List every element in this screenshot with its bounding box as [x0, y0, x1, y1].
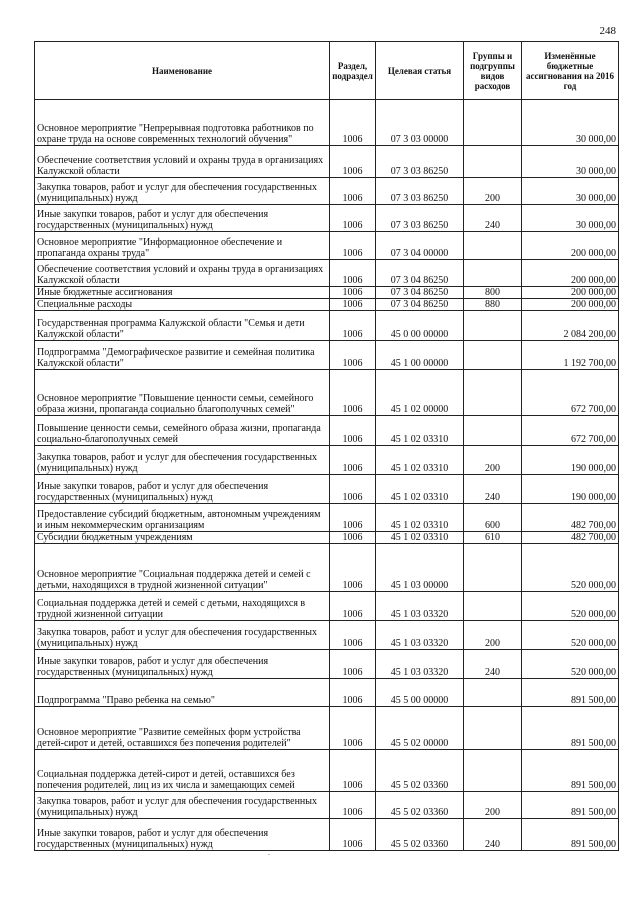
cell-name: Обеспечение соответствия условий и охраны труда в организациях Калужской области — [35, 146, 330, 178]
table-row — [35, 592, 619, 621]
table-row — [35, 232, 619, 260]
cell-name: Закупка товаров, работ и услуг для обеспечения государственных (муниципальных) нужд — [35, 446, 330, 475]
header-target: Целевая статья — [376, 42, 464, 100]
cell-section: 1006 — [330, 475, 376, 504]
cell-group — [464, 146, 522, 178]
cell-amount: 30 000,00 — [522, 205, 619, 232]
cell-section: 1006 — [330, 146, 376, 178]
cell-section: 1006 — [330, 750, 376, 792]
cell-target: 45 1 02 03310 — [376, 504, 464, 532]
table-row — [35, 792, 619, 819]
cell-section: 1006 — [330, 205, 376, 232]
cell-amount: 520 000,00 — [522, 592, 619, 621]
table-row — [35, 446, 619, 475]
cell-section: 1006 — [330, 544, 376, 592]
budget-table — [34, 41, 619, 851]
cell-name: Субсидии бюджетным учреждениям — [35, 532, 330, 544]
cell-target: 45 5 02 03360 — [376, 792, 464, 819]
cell-name: Иные бюджетные ассигнования — [35, 287, 330, 299]
cell-amount: 1 192 700,00 — [522, 341, 619, 370]
cell-group: 600 — [464, 504, 522, 532]
cell-group: 200 — [464, 446, 522, 475]
cell-section: 1006 — [330, 532, 376, 544]
header-name: Наименование — [35, 42, 330, 100]
table-row — [35, 679, 619, 707]
cell-group: 200 — [464, 178, 522, 205]
cell-name: Основное мероприятие "Повышение ценности семьи, семейного образа жизни, пропаганда социально благополучных семей" — [35, 370, 330, 416]
cell-name: Предоставление субсидий бюджетным, автономным учреждениям и иным некоммерческим организациям — [35, 504, 330, 532]
cell-target: 07 3 03 86250 — [376, 205, 464, 232]
cell-section: 1006 — [330, 504, 376, 532]
cell-name: Социальная поддержка детей-сирот и детей, оставшихся без попечения родителей, лиц из их числа и замещающих семей — [35, 750, 330, 792]
cell-target: 45 1 02 03310 — [376, 532, 464, 544]
cell-name: Основное мероприятие "Развитие семейных форм устройства детей-сирот и детей, оставшихся без попечения родителей" — [35, 707, 330, 750]
cell-target: 45 5 00 00000 — [376, 679, 464, 707]
cell-group — [464, 370, 522, 416]
cell-amount: 200 000,00 — [522, 232, 619, 260]
cell-group — [464, 592, 522, 621]
cell-group: 240 — [464, 205, 522, 232]
cell-section: 1006 — [330, 299, 376, 311]
cell-section: 1006 — [330, 707, 376, 750]
cell-section: 1006 — [330, 178, 376, 205]
cell-section: 1006 — [330, 341, 376, 370]
table-row — [35, 544, 619, 592]
table-row — [35, 750, 619, 792]
cell-name: Подпрограмма "Право ребенка на семью" — [35, 679, 330, 707]
cell-section: 1006 — [330, 260, 376, 287]
cell-name: Иные закупки товаров, работ и услуг для обеспечения государственных (муниципальных) нужд — [35, 205, 330, 232]
cell-amount: 30 000,00 — [522, 146, 619, 178]
cell-section: 1006 — [330, 819, 376, 851]
cell-target: 45 5 02 03360 — [376, 819, 464, 851]
cell-group — [464, 341, 522, 370]
cell-group — [464, 707, 522, 750]
cell-group — [464, 260, 522, 287]
page-number: 248 — [599, 25, 616, 37]
cell-section: 1006 — [330, 370, 376, 416]
cell-target: 45 1 02 00000 — [376, 370, 464, 416]
cell-amount: 200 000,00 — [522, 287, 619, 299]
cell-amount: 891 500,00 — [522, 679, 619, 707]
cell-group — [464, 750, 522, 792]
cell-amount: 30 000,00 — [522, 100, 619, 146]
table-row — [35, 650, 619, 679]
header-row — [35, 42, 619, 100]
cell-target: 45 5 02 03360 — [376, 750, 464, 792]
cell-section: 1006 — [330, 792, 376, 819]
cell-section: 1006 — [330, 592, 376, 621]
cell-target: 45 1 02 03310 — [376, 446, 464, 475]
cell-group: 240 — [464, 475, 522, 504]
cell-target: 07 3 04 86250 — [376, 299, 464, 311]
cell-amount: 672 700,00 — [522, 416, 619, 446]
table-body — [35, 100, 619, 851]
cell-amount: 891 500,00 — [522, 819, 619, 851]
cell-name: Специальные расходы — [35, 299, 330, 311]
cell-section: 1006 — [330, 650, 376, 679]
cell-target: 45 1 03 03320 — [376, 621, 464, 650]
cell-section: 1006 — [330, 232, 376, 260]
cell-target: 45 1 03 00000 — [376, 544, 464, 592]
cell-amount: 482 700,00 — [522, 532, 619, 544]
cell-target: 45 1 03 03320 — [376, 650, 464, 679]
cell-amount: 891 500,00 — [522, 792, 619, 819]
cell-name: Закупка товаров, работ и услуг для обеспечения государственных (муниципальных) нужд — [35, 792, 330, 819]
table-row — [35, 146, 619, 178]
cell-group: 240 — [464, 819, 522, 851]
table-row — [35, 311, 619, 341]
cell-name: Подпрограмма "Демографическое развитие и семейная политика Калужской области" — [35, 341, 330, 370]
cell-amount: 672 700,00 — [522, 370, 619, 416]
table-row — [35, 299, 619, 311]
cell-name: Государственная программа Калужской области "Семья и дети Калужской области" — [35, 311, 330, 341]
table-row — [35, 416, 619, 446]
table-row — [35, 504, 619, 532]
cell-name: Закупка товаров, работ и услуг для обеспечения государственных (муниципальных) нужд — [35, 178, 330, 205]
cell-amount: 482 700,00 — [522, 504, 619, 532]
cell-target: 45 1 02 03310 — [376, 475, 464, 504]
table-row — [35, 707, 619, 750]
table-row — [35, 260, 619, 287]
cell-name: Социальная поддержка детей и семей с детьми, находящихся в трудной жизненной ситуации — [35, 592, 330, 621]
cell-name: Иные закупки товаров, работ и услуг для обеспечения государственных (муниципальных) нужд — [35, 819, 330, 851]
table-row — [35, 621, 619, 650]
header-group: Группы и подгруппы видов расходов — [464, 42, 522, 100]
cell-group: 200 — [464, 792, 522, 819]
cell-name: Иные закупки товаров, работ и услуг для обеспечения государственных (муниципальных) нужд — [35, 475, 330, 504]
cell-amount: 190 000,00 — [522, 475, 619, 504]
table-row — [35, 370, 619, 416]
cell-group: 800 — [464, 287, 522, 299]
cell-target: 07 3 04 86250 — [376, 260, 464, 287]
cell-amount: 30 000,00 — [522, 178, 619, 205]
cell-target: 45 0 00 00000 — [376, 311, 464, 341]
cell-section: 1006 — [330, 679, 376, 707]
cell-amount: 200 000,00 — [522, 260, 619, 287]
cell-name: Основное мероприятие "Непрерывная подготовка работников по охране труда на основе современных технологий обучения" — [35, 100, 330, 146]
cell-section: 1006 — [330, 416, 376, 446]
cell-section: 1006 — [330, 100, 376, 146]
table-row — [35, 341, 619, 370]
cell-target: 07 3 03 00000 — [376, 100, 464, 146]
table-row — [35, 532, 619, 544]
cell-group: 240 — [464, 650, 522, 679]
cell-target: 45 5 02 00000 — [376, 707, 464, 750]
cell-amount: 200 000,00 — [522, 299, 619, 311]
cell-target: 45 1 03 03320 — [376, 592, 464, 621]
cell-section: 1006 — [330, 311, 376, 341]
cell-name: Повышение ценности семьи, семейного образа жизни, пропаганда социально-благополучных семей — [35, 416, 330, 446]
cell-amount: 520 000,00 — [522, 544, 619, 592]
table-row — [35, 205, 619, 232]
cell-group — [464, 416, 522, 446]
table-row — [35, 819, 619, 851]
cell-amount: 891 500,00 — [522, 750, 619, 792]
cell-target: 07 3 03 86250 — [376, 178, 464, 205]
table-row — [35, 287, 619, 299]
cell-amount: 520 000,00 — [522, 650, 619, 679]
cell-amount: 520 000,00 — [522, 621, 619, 650]
cell-name: Основное мероприятие "Социальная поддержка детей и семей с детьми, находящихся в трудной жизненной ситуации" — [35, 544, 330, 592]
cell-target: 07 3 03 86250 — [376, 146, 464, 178]
cell-target: 07 3 04 00000 — [376, 232, 464, 260]
cell-target: 07 3 04 86250 — [376, 287, 464, 299]
header-amount: Изменённые бюджетные ассигнования на 2016 год — [522, 42, 619, 100]
cell-amount: 190 000,00 — [522, 446, 619, 475]
cell-group: 880 — [464, 299, 522, 311]
cell-amount: 2 084 200,00 — [522, 311, 619, 341]
cell-group — [464, 100, 522, 146]
cell-name: Иные закупки товаров, работ и услуг для обеспечения государственных (муниципальных) нужд — [35, 650, 330, 679]
cell-group: 610 — [464, 532, 522, 544]
cell-name: Обеспечение соответствия условий и охраны труда в организациях Калужской области — [35, 260, 330, 287]
table-row — [35, 475, 619, 504]
cell-section: 1006 — [330, 287, 376, 299]
cell-group — [464, 544, 522, 592]
cell-section: 1006 — [330, 446, 376, 475]
table-row — [35, 100, 619, 146]
header-section: Раздел, подраздел — [330, 42, 376, 100]
cell-group — [464, 679, 522, 707]
cell-target: 45 1 00 00000 — [376, 341, 464, 370]
cell-target: 45 1 02 03310 — [376, 416, 464, 446]
cell-group: 200 — [464, 621, 522, 650]
cell-group — [464, 311, 522, 341]
cell-group — [464, 232, 522, 260]
table-row — [35, 178, 619, 205]
cell-name: Закупка товаров, работ и услуг для обеспечения государственных (муниципальных) нужд — [35, 621, 330, 650]
cell-name: Основное мероприятие "Информационное обеспечение и пропаганда охраны труда" — [35, 232, 330, 260]
footer-mark: . — [268, 848, 270, 857]
cell-amount: 891 500,00 — [522, 707, 619, 750]
cell-section: 1006 — [330, 621, 376, 650]
